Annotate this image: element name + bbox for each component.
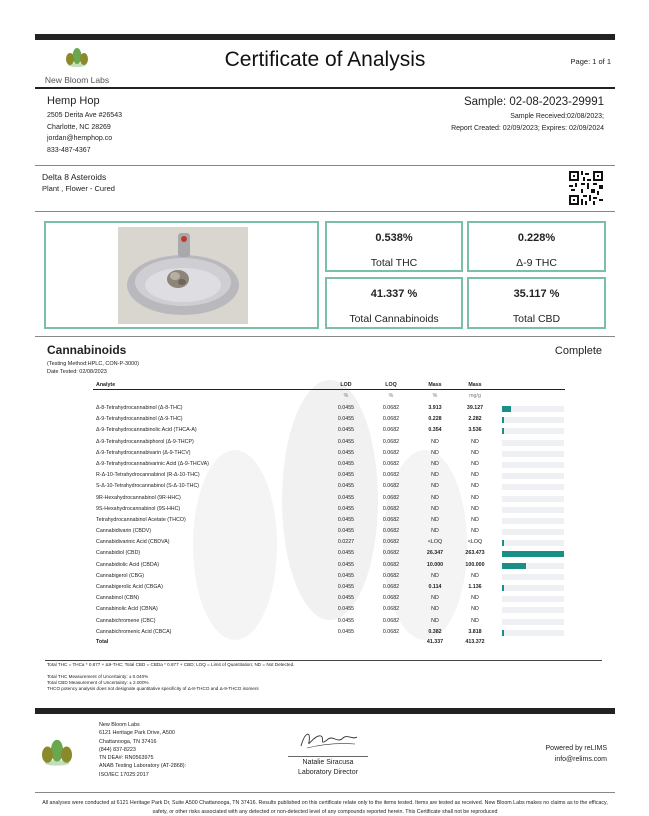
table-row [93, 515, 565, 526]
analyte-lod: 0.0455 [337, 628, 355, 635]
signature-image [293, 728, 363, 752]
footer-logo [40, 737, 74, 772]
signature-block [283, 728, 373, 778]
analyte-loq: 0.0682 [382, 595, 400, 602]
analyte-loq: 0.0682 [382, 438, 400, 445]
unit-mass-pct: % [432, 393, 438, 399]
analyte-loq: 0.0682 [382, 628, 400, 635]
lab-iso: ISO/IEC 17025:2017 [99, 771, 149, 778]
analyte-loq: 0.0682 [382, 617, 400, 624]
analyte-mass-mg: ND [471, 572, 479, 579]
mass-bar-fill [502, 417, 504, 423]
lab-info [99, 721, 186, 779]
d9-thc-box [467, 221, 606, 272]
analyte-mass-pct: ND [431, 438, 439, 445]
header-loq: LOQ [385, 382, 397, 388]
analyte-mass-pct: ND [431, 472, 439, 479]
analyte-name: Cannabichromenic Acid (CBCA) [96, 628, 172, 635]
product-info [42, 172, 115, 194]
analyte-name: Δ-9-Tetrahydrocannabivarinic Acid (Δ-9-THCVA) [96, 460, 209, 467]
lab-phone: (844) 837-8223 [99, 746, 136, 753]
analyte-loq: 0.0682 [382, 572, 400, 579]
analyte-lod: 0.0455 [337, 438, 355, 445]
analyte-mass-mg: ND [471, 483, 479, 490]
header-mass-mg: Mass [468, 382, 482, 388]
client-email: jordan@hemphop.co [47, 135, 113, 142]
analyte-mass-pct: <LOQ [427, 539, 443, 546]
product-type: Plant , Flower - Cured [42, 184, 115, 193]
analyte-name: 9R-Hexahydrocannabinol (9R-HHC) [96, 494, 181, 501]
analyte-lod: 0.0455 [337, 505, 355, 512]
mass-bar-track [502, 440, 564, 446]
table-row [93, 526, 565, 537]
analyte-mass-pct: ND [431, 516, 439, 523]
analyte-lod: 0.0455 [337, 617, 355, 624]
disclaimer: All analyses were conducted at 6121 Heritage Park Dr, Suite A500 Chattanooga, TN 37416. Results published on this certificate relate only to the items tested. Items are tested as received. New Bloom Labs makes no claims as to the efficacy, safety, or other risks associated with any detected or non-detected level of any compounds reported herein. This Certificate shall not be reproduced [42, 800, 608, 815]
client-phone: 833-487-4367 [47, 146, 91, 154]
mass-bar-fill [502, 406, 511, 412]
mass-bar-track [502, 585, 564, 591]
cannabinoids-title: Cannabinoids [47, 343, 127, 357]
table-row [93, 548, 565, 559]
analyte-mass-mg: 3.536 [468, 427, 482, 434]
table-row [93, 571, 565, 582]
header-rule [35, 87, 615, 89]
analyte-loq: 0.0682 [382, 561, 400, 568]
testing-meta [47, 360, 139, 376]
analyte-name: Δ-9-Tetrahydrocannabiphorol (Δ-9-THCP) [96, 438, 194, 445]
analyte-loq: 0.0682 [382, 494, 400, 501]
page-number: Page: 1 of 1 [570, 57, 611, 66]
analyte-lod: 0.0455 [337, 483, 355, 490]
mass-bar-track [502, 619, 564, 625]
analyte-lod: 0.0455 [337, 595, 355, 602]
analyte-name: Cannabidiol (CBD) [96, 550, 141, 557]
testing-method: (Testing Method:HPLC, CON-P-3000) [47, 361, 140, 367]
footnote-definitions: Total THC = THCa * 0.877 + Δ9-THC; Total CBD = CBDa * 0.877 + CBD; LOQ = Limit of Quantitation; ND = Not Detected. [47, 662, 295, 667]
table-row [93, 616, 565, 627]
analyte-loq: 0.0682 [382, 516, 400, 523]
analyte-mass-mg: 100.000 [465, 561, 485, 568]
total-mass-mg: 413.372 [465, 638, 485, 645]
analyte-name: Δ-9-Tetrahydrocannabinolic Acid (THCA-A) [96, 427, 197, 434]
analyte-mass-mg: ND [471, 505, 479, 512]
lab-anab: ANAB Testing Laboratory (AT-2868): [99, 763, 186, 770]
cannabinoid-table [93, 380, 565, 647]
unit-mass-mg: mg/g [469, 393, 481, 399]
mass-bar-track [502, 451, 564, 457]
section-divider [35, 336, 615, 337]
lab-address-2: Chattanooga, TN 37416 [99, 738, 157, 745]
table-row [93, 560, 565, 571]
analyte-lod: 0.0455 [337, 460, 355, 467]
table-row [93, 425, 565, 436]
lab-dea: TN DEA#: RN0563975 [99, 755, 154, 762]
lab-address-1: 6121 Heritage Park Drive, A500 [99, 730, 175, 737]
table-row [93, 604, 565, 615]
analyte-mass-pct: ND [431, 528, 439, 535]
analyte-mass-mg: 263.473 [465, 550, 485, 557]
analyte-mass-pct: 0.114 [428, 584, 442, 590]
client-name: Hemp Hop [47, 95, 100, 107]
sample-id: Sample: 02-08-2023-29991 [463, 96, 604, 108]
mass-bar-track [502, 428, 564, 434]
footnote-cbd-uncertainty: Total CBD Measurement of Uncertainty: ± 2.000% [47, 680, 149, 685]
header-mass-pct: Mass [428, 382, 442, 388]
analyte-mass-pct: ND [431, 606, 439, 613]
analyte-rows [93, 403, 565, 638]
total-cannabinoids-value: 41.337 % [370, 288, 418, 300]
table-row [93, 537, 565, 548]
section-divider [45, 660, 602, 661]
analyte-mass-mg: ND [471, 494, 479, 501]
analyte-mass-mg: ND [471, 595, 479, 602]
report-dates: Report Created: 02/09/2023; Expires: 02/09/2024 [451, 124, 604, 132]
analyte-mass-mg: ND [471, 528, 479, 535]
mass-bar-track [502, 563, 564, 569]
section-divider [35, 211, 615, 212]
report-header [35, 40, 615, 85]
mass-bar-track [502, 574, 564, 580]
total-label: Total [96, 638, 109, 645]
analyte-lod: 0.0455 [337, 528, 355, 535]
sample-info [451, 95, 604, 134]
sample-photo [118, 227, 248, 324]
d9-thc-label: Δ-9 THC [516, 257, 557, 269]
page-title: Certificate of Analysis [224, 48, 426, 71]
table-row [93, 403, 565, 414]
analyte-loq: 0.0682 [382, 606, 400, 613]
qr-code-icon[interactable] [569, 171, 603, 205]
analyte-name: Cannabinolic Acid (CBNA) [96, 606, 158, 613]
total-thc-label: Total THC [370, 257, 418, 269]
mass-bar-track [502, 507, 564, 513]
client-address-line-1: 2505 Derita Ave #26543 [47, 112, 122, 119]
analyte-mass-mg: ND [471, 617, 479, 624]
analyte-name: Δ-9-Tetrahydrocannabinol (Δ-9-THC) [96, 416, 183, 423]
footnotes [47, 662, 294, 692]
client-address-line-2: Charlotte, NC 28269 [47, 123, 111, 131]
analyte-lod: 0.0455 [337, 427, 355, 434]
analyte-loq: 0.0682 [382, 472, 400, 479]
analyte-name: Δ-9-Tetrahydrocannabivarin (Δ-9-THCV) [96, 449, 191, 456]
powered-by-text: Powered by reLIMS [545, 745, 607, 752]
table-row [93, 414, 565, 425]
table-row [93, 627, 565, 638]
analyte-mass-mg: ND [471, 460, 479, 467]
sample-received-date: Sample Received:02/08/2023; [510, 113, 604, 120]
analyte-name: Tetrahydrocannabinol Acetate (THCO) [96, 516, 186, 523]
table-row [93, 481, 565, 492]
signature-line [288, 756, 368, 757]
total-mass-pct: 41.337 [426, 638, 444, 645]
mass-bar-track [502, 607, 564, 613]
analyte-lod: 0.0455 [337, 416, 355, 423]
table-units-row [93, 390, 565, 403]
analyte-lod: 0.0227 [337, 539, 355, 546]
total-cannabinoids-box [325, 277, 463, 329]
analyte-loq: 0.0682 [382, 416, 400, 423]
analyte-mass-mg: ND [471, 449, 479, 456]
analyte-name: Cannabigerolic Acid (CBGA) [96, 584, 163, 590]
table-row [93, 493, 565, 504]
analyte-name: Δ-8-Tetrahydrocannabinol (Δ-8-THC) [96, 405, 183, 411]
analyte-loq: 0.0682 [382, 449, 400, 456]
analyte-loq: 0.0682 [382, 483, 400, 490]
analyte-loq: 0.0682 [382, 405, 400, 411]
d9-thc-value: 0.228% [517, 232, 556, 244]
leaf-logo-icon [40, 737, 74, 767]
analyte-name: R-Δ-10-Tetrahydrocannabinol (R-Δ-10-THC) [96, 472, 200, 479]
mass-bar-fill [502, 585, 504, 591]
mass-bar-track [502, 596, 564, 602]
analyte-mass-mg: ND [471, 516, 479, 523]
analyte-lod: 0.0455 [337, 449, 355, 456]
header-analyte: Analyte [96, 382, 116, 388]
mass-bar-track [502, 518, 564, 524]
footnote-thc-uncertainty: Total THC Measurement of Uncertainty: ± 0.040% [47, 674, 149, 679]
analyte-lod: 0.0455 [337, 472, 355, 479]
mass-bar-fill [502, 630, 504, 636]
analyte-name: Cannabigerol (CBG) [96, 572, 144, 579]
analyte-mass-pct: 0.228 [428, 416, 442, 423]
section-divider [35, 165, 615, 166]
lab-name: New Bloom Labs [99, 722, 140, 728]
powered-by [546, 743, 607, 765]
table-row [93, 582, 565, 593]
analyte-mass-pct: ND [431, 494, 439, 501]
mass-bar-track [502, 473, 564, 479]
total-cannabinoids-label: Total Cannabinoids [349, 313, 439, 325]
table-row [93, 437, 565, 448]
analyte-mass-mg: 3.818 [468, 628, 482, 635]
analyte-lod: 0.0455 [337, 516, 355, 523]
analyte-name: S-Δ-10-Tetrahydrocannabinol (S-Δ-10-THC) [96, 483, 200, 490]
analyte-name: Cannabidivarinic Acid (CBDVA) [96, 539, 170, 546]
analyte-lod: 0.0455 [337, 561, 355, 568]
signatory-title: Laboratory Director [298, 769, 358, 776]
analyte-loq: 0.0682 [382, 584, 400, 590]
footer-divider [35, 792, 615, 793]
table-row [93, 504, 565, 515]
analyte-mass-mg: 39.127 [466, 405, 484, 411]
product-name: Delta 8 Asteroids [42, 172, 107, 182]
mass-bar-track [502, 540, 564, 546]
analyte-mass-mg: 2.282 [468, 416, 482, 423]
header-lod: LOD [340, 382, 352, 388]
analyte-name: Cannabichromene (CBC) [96, 617, 156, 624]
analyte-name: Cannabinol (CBN) [96, 595, 139, 602]
brand-name: New Bloom Labs [44, 75, 110, 85]
analyte-mass-pct: 0.382 [428, 628, 442, 635]
date-tested: Date Tested: 02/08/2023 [47, 369, 107, 375]
mass-bar-track [502, 529, 564, 535]
mass-bar-track [502, 417, 564, 423]
analysis-status: Complete [554, 345, 602, 357]
analyte-mass-pct: 3.913 [428, 405, 442, 411]
analyte-mass-pct: 0.354 [428, 427, 442, 434]
analyte-loq: 0.0682 [382, 550, 400, 557]
analyte-lod: 0.0455 [337, 494, 355, 501]
total-cbd-box [467, 277, 606, 329]
analyte-mass-mg: ND [471, 438, 479, 445]
analyte-loq: 0.0682 [382, 427, 400, 434]
signatory-name: Natalie Siracusa [302, 759, 354, 766]
analyte-mass-pct: ND [431, 483, 439, 490]
total-row [93, 638, 565, 647]
analyte-lod: 0.0455 [337, 584, 355, 590]
total-cbd-value: 35.117 % [513, 288, 560, 300]
analyte-loq: 0.0682 [382, 460, 400, 467]
table-header [93, 380, 565, 390]
analyte-mass-mg: ND [471, 606, 479, 613]
table-row [93, 470, 565, 481]
analyte-name: Cannabidiolic Acid (CBDA) [96, 561, 160, 568]
total-cbd-label: Total CBD [512, 313, 561, 325]
unit-loq: % [388, 393, 394, 399]
contact-email[interactable]: info@relims.com [554, 756, 607, 763]
analyte-lod: 0.0455 [337, 405, 355, 411]
table-row [93, 448, 565, 459]
unit-lod: % [343, 393, 349, 399]
total-thc-box [325, 221, 463, 272]
mass-bar-track [502, 462, 564, 468]
analyte-mass-pct: ND [431, 449, 439, 456]
table-row [93, 593, 565, 604]
analyte-mass-pct: ND [431, 505, 439, 512]
mass-bar-track [502, 406, 564, 412]
analyte-loq: 0.0682 [382, 505, 400, 512]
client-info [47, 95, 122, 156]
analyte-loq: 0.0682 [382, 539, 400, 546]
footnote-thco: THCO potency analysis does not designate quantitative specificity of Δ-8-THCO and Δ-9-THCO isomers [47, 686, 259, 691]
mass-bar-fill [502, 563, 526, 569]
analyte-lod: 0.0455 [337, 572, 355, 579]
footer-rule-thick [35, 708, 615, 714]
analyte-mass-pct: 10.000 [426, 561, 444, 568]
mass-bar-fill [502, 428, 504, 434]
analyte-mass-mg: ND [471, 472, 479, 479]
analyte-name: 9S-Hexahydrocannabinol (9S-HHC) [96, 505, 181, 512]
analyte-mass-mg: 1.136 [468, 584, 482, 590]
analyte-name: Cannabidivarin (CBDV) [96, 528, 152, 535]
analyte-lod: 0.0455 [337, 550, 355, 557]
analyte-mass-pct: ND [431, 617, 439, 624]
analyte-mass-pct: 26.347 [426, 550, 444, 557]
mass-bar-fill [502, 551, 564, 557]
analyte-mass-mg: <LOQ [467, 539, 483, 546]
mass-bar-fill [502, 540, 504, 546]
analyte-mass-pct: ND [431, 572, 439, 579]
mass-bar-track [502, 496, 564, 502]
table-row [93, 459, 565, 470]
analyte-mass-pct: ND [431, 460, 439, 467]
sample-dish-image [118, 227, 248, 324]
mass-bar-track [502, 551, 564, 557]
analyte-loq: 0.0682 [382, 528, 400, 535]
analyte-lod: 0.0455 [337, 606, 355, 613]
mass-bar-track [502, 484, 564, 490]
analyte-mass-pct: ND [431, 595, 439, 602]
total-thc-value: 0.538% [375, 232, 413, 244]
mass-bar-track [502, 630, 564, 636]
